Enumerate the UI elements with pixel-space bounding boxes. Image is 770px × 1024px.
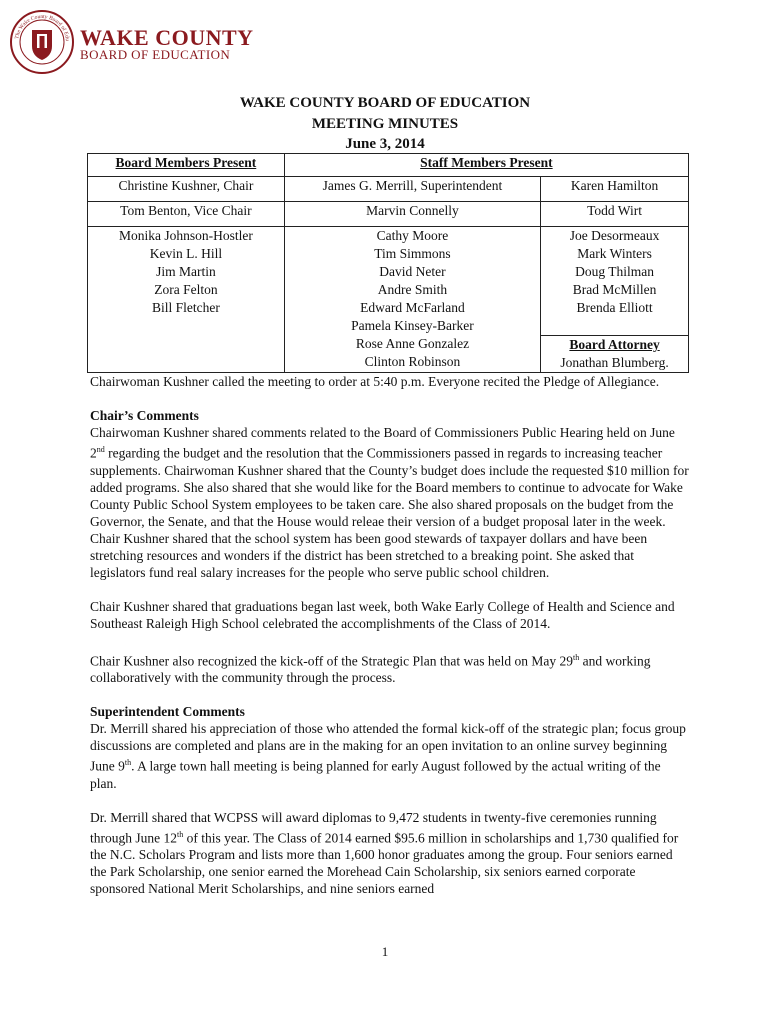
staff-member-name: Mark Winters [577,246,652,261]
staff-member-name: Edward McFarland [360,300,465,315]
table-cell: Christine Kushner, Chair [88,177,285,202]
table-cell: Todd Wirt [541,202,689,227]
staff-member-name: Clinton Robinson [364,354,461,369]
table-row [88,177,689,202]
staff-member-name: Doug Thilman [575,264,654,279]
staff-member-name: Andre Smith [377,282,448,297]
staff-member-name: Tim Simmons [374,246,451,261]
county-seal-logo [10,10,74,74]
chairs-paragraph-3: Chair Kushner also recognized the kick-off of the Strategic Plan that was held on May 29th and working collaboratively with the community through the process. [90,652,651,685]
board-member-name: Jim Martin [156,264,216,279]
table-cell: Tom Benton, Vice Chair [88,202,285,227]
table-cell: James G. Merrill, Superintendent [284,177,540,202]
staff-member-name: Joe Desormeaux [569,228,660,243]
board-member-name: Bill Fletcher [151,300,220,315]
staff-members-header: Staff Members Present [284,154,688,177]
staff-member-name: David Neter [379,264,446,279]
page-number: 1 [381,944,389,959]
superintendent-comments-heading: Superintendent Comments [90,704,245,719]
board-member-name: Zora Felton [154,282,218,297]
table-cell [88,227,285,373]
document-title: WAKE COUNTY BOARD OF EDUCATION [239,95,531,111]
chairs-paragraph-1: Chairwoman Kushner shared comments related to the Board of Commissioners Public Hearing held on June 2nd regarding the budget and the resolution that the Commissioners passed in regards to increasing teacher supplements. Chairwoman Kushner shared that the County’s budget does include the requested $10 million for added programs. She also shared that she would like for the Board members to continue to advocate for Wake County Public School System employees to be taken care. She also shared proposals on the budget from the Governor, the Senate, and that the House would releae their version of a budget proposal later in the week. Chair Kushner shared that the school system has been good stewards of taxpayer dollars and have been stretching resources and wonders if the district has been stretched to a breaking point. She asked that legislators fund real salary increases for the people who serve public school children. [90,425,689,580]
minutes-body [90,373,690,897]
board-member-name: Kevin L. Hill [149,246,223,261]
opening-paragraph: Chairwoman Kushner called the meeting to order at 5:40 p.m. Everyone recited the Pledge of Allegiance. [90,374,660,389]
superintendent-paragraph-1: Dr. Merrill shared his appreciation of those who attended the formal kick-off of the strategic plan; focus group discussions are completed and plans are in the making for an open invitation to an online survey beginning June 9th. A large town hall meeting is being planned for early August followed by the actual writing of the plan. [90,721,686,791]
table-cell: Marvin Connelly [284,202,540,227]
attendance-table [87,153,689,373]
brand-title: WAKE COUNTY [80,25,254,50]
staff-member-name: Pamela Kinsey-Barker [351,318,474,333]
table-row [88,227,689,373]
staff-member-name: Brenda Elliott [576,300,653,315]
table-cell [541,227,689,373]
seal-lettering: The Wake County Board of Edu [14,13,71,42]
staff-member-name: Rose Anne Gonzalez [355,336,470,351]
chairs-comments-heading: Chair’s Comments [90,408,199,423]
brand-subtitle: BOARD OF EDUCATION [80,47,231,62]
table-row [88,202,689,227]
board-members-header: Board Members Present [88,154,285,177]
chairs-paragraph-2: Chair Kushner shared that graduations began last week, both Wake Early College of Health and Science and Southeast Raleigh High School celebrated the accomplishments of the Class of 2014. [90,598,675,631]
staff-member-name: Brad McMillen [572,282,657,297]
table-cell: Karen Hamilton [541,177,689,202]
table-cell [284,227,540,373]
superintendent-paragraph-2: Dr. Merrill shared that WCPSS will award diplomas to 9,472 students in twenty-five ceremonies running through June 12th of this year. The Class of 2014 earned $95.6 million in scholarships and 1,730 qualified for the N.C. Scholars Program and lists more than 1,600 honor graduates among the group. Four seniors earned the Park Scholarship, one senior earned the Morehead Cain Scholarship, six seniors earned corporate sponsored National Merit Scholarships, and nine seniors earned [90,809,679,896]
staff-member-name: Cathy Moore [376,228,449,243]
board-member-name: Monika Johnson-Hostler [118,228,253,243]
board-attorney-label: Board Attorney [569,337,660,352]
board-attorney-name: Jonathan Blumberg. [560,355,669,370]
meeting-date: June 3, 2014 [345,136,425,152]
document-subtitle: MEETING MINUTES [311,116,459,132]
